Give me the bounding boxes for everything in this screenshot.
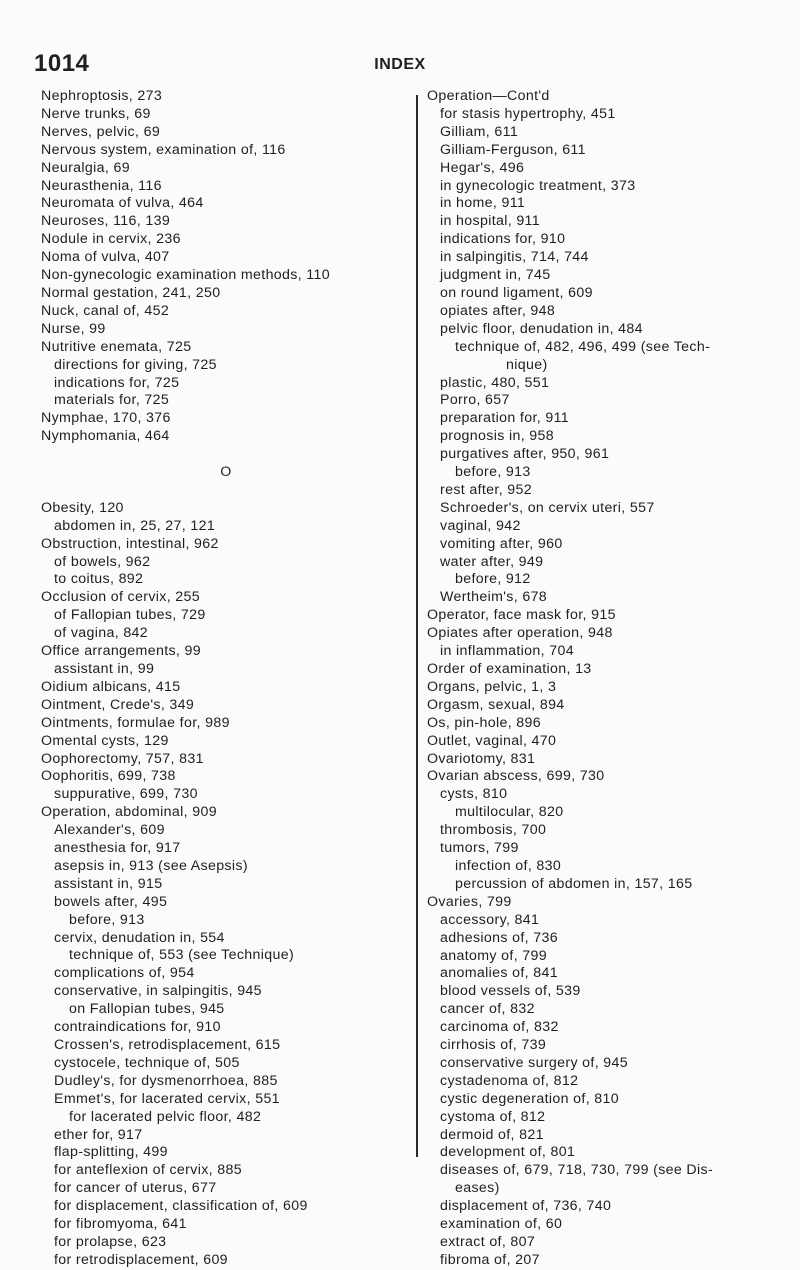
index-subentry: ether for, 917 [54, 1126, 143, 1143]
index-subentry: assistant in, 99 [54, 660, 155, 677]
index-subentry: cervix, denudation in, 554 [54, 929, 225, 946]
index-subentry: before, 913 [455, 464, 531, 481]
index-subentry: pelvic floor, denudation in, 484 [440, 320, 643, 337]
index-subentry: displacement of, 736, 740 [440, 1198, 612, 1215]
index-subentry: fibroma of, 207 [440, 1251, 540, 1268]
index-subentry: carcinoma of, 832 [440, 1019, 559, 1036]
column-divider [416, 95, 418, 1157]
index-entry: Oophoritis, 699, 738 [41, 768, 176, 785]
index-subentry: cystadenoma of, 812 [440, 1072, 579, 1089]
index-subentry: cystic degeneration of, 810 [440, 1090, 620, 1107]
index-subentry: bowels after, 495 [54, 893, 168, 910]
index-subentry: directions for giving, 725 [54, 356, 217, 373]
index-subentry: indications for, 910 [440, 231, 566, 248]
index-entry: Obesity, 120 [41, 499, 124, 516]
index-subentry: nique) [506, 356, 548, 373]
index-column-left [41, 88, 411, 1270]
index-subentry: cirrhosis of, 739 [440, 1037, 547, 1054]
index-subentry: judgment in, 745 [440, 267, 551, 284]
index-subentry: for lacerated pelvic floor, 482 [69, 1108, 262, 1125]
index-subentry: for prolapse, 623 [54, 1233, 167, 1250]
index-subentry: anatomy of, 799 [440, 947, 547, 964]
index-entry: Oophorectomy, 757, 831 [41, 750, 204, 767]
index-subentry: Hegar's, 496 [440, 159, 525, 176]
index-subentry: Emmet's, for lacerated cervix, 551 [54, 1090, 280, 1107]
index-subentry: flap-splitting, 499 [54, 1144, 168, 1161]
index-entry: Nutritive enemata, 725 [41, 338, 192, 355]
index-subentry: in home, 911 [440, 195, 526, 212]
index-subentry: conservative, in salpingitis, 945 [54, 983, 262, 1000]
index-subentry: of Fallopian tubes, 729 [54, 607, 206, 624]
index-subentry: vomiting after, 960 [440, 535, 563, 552]
index-subentry: Alexander's, 609 [54, 822, 165, 839]
index-entry: Os, pin-hole, 896 [427, 714, 541, 731]
index-subentry: for retrodisplacement, 609 [54, 1251, 228, 1268]
index-subentry: for cancer of uterus, 677 [54, 1180, 217, 1197]
index-subentry: conservative surgery of, 945 [440, 1054, 629, 1071]
index-subentry: Crossen's, retrodisplacement, 615 [54, 1037, 281, 1053]
index-subentry: for stasis hypertrophy, 451 [440, 105, 616, 122]
index-subentry: dermoid of, 821 [440, 1126, 544, 1143]
index-subentry: percussion of abdomen in, 157, 165 [455, 875, 693, 892]
spacer [41, 446, 411, 464]
index-subentry: Wertheim's, 678 [440, 589, 548, 606]
index-entry: Outlet, vaginal, 470 [427, 732, 557, 749]
index-subentry: before, 912 [455, 571, 531, 588]
index-subentry: blood vessels of, 539 [440, 983, 581, 1000]
index-subentry: vaginal, 942 [440, 517, 521, 534]
index-subentry: technique of, 553 (see Technique) [69, 947, 295, 964]
index-subentry: cystocele, technique of, 505 [54, 1054, 240, 1071]
index-subentry: rest after, 952 [440, 481, 533, 498]
index-subentry: plastic, 480, 551 [440, 374, 550, 391]
index-subentry: thrombosis, 700 [440, 822, 547, 839]
index-subentry: cysts, 810 [440, 786, 508, 803]
index-subentry: prognosis in, 958 [440, 428, 555, 445]
index-subentry: in hospital, 911 [440, 213, 540, 230]
index-subentry: development of, 801 [440, 1144, 576, 1161]
index-entry: Nerve trunks, 69 [41, 105, 151, 122]
index-subentry: on Fallopian tubes, 945 [69, 1001, 225, 1018]
index-subentry: accessory, 841 [440, 911, 540, 928]
index-subentry: of bowels, 962 [54, 553, 151, 570]
index-subentry: water after, 949 [440, 553, 544, 570]
index-entry: Nymphae, 170, 376 [41, 410, 171, 427]
index-entry: Nervous system, examination of, 116 [41, 141, 286, 158]
index-subentry: suppurative, 699, 730 [54, 786, 198, 803]
index-subentry: of vagina, 842 [54, 625, 149, 642]
index-subentry: preparation for, 911 [440, 410, 569, 427]
index-entry: Office arrangements, 99 [41, 643, 201, 660]
index-entry: Orgasm, sexual, 894 [427, 696, 565, 713]
index-entry: Neurasthenia, 116 [41, 177, 162, 194]
index-subentry: for anteflexion of cervix, 885 [54, 1162, 242, 1179]
index-entry: Nephroptosis, 273 [41, 88, 163, 104]
index-subentry: for displacement, classification of, 609 [54, 1198, 308, 1215]
index-entry: Ointment, Crede's, 349 [41, 696, 195, 713]
index-entry: Opiates after operation, 948 [427, 625, 613, 642]
index-subentry: materials for, 725 [54, 392, 170, 409]
spacer [41, 482, 411, 500]
index-subentry: anomalies of, 841 [440, 965, 558, 982]
index-subentry: cystoma of, 812 [440, 1108, 546, 1125]
index-entry: Neuromata of vulva, 464 [41, 195, 204, 212]
index-subentry: Porro, 657 [440, 392, 510, 409]
index-subentry: in salpingitis, 714, 744 [440, 249, 589, 266]
index-subentry: diseases of, 679, 718, 730, 799 (see Dis- [440, 1162, 714, 1179]
index-subentry: tumors, 799 [440, 840, 519, 857]
index-subentry: in gynecologic treatment, 373 [440, 177, 636, 194]
index-entry: Ovariotomy, 831 [427, 750, 536, 767]
section-letter: O [220, 464, 232, 481]
index-subentry: complications of, 954 [54, 965, 195, 982]
index-subentry: asepsis in, 913 (see Asepsis) [54, 857, 248, 874]
index-entry: Ointments, formulae for, 989 [41, 714, 230, 731]
index-entry: Omental cysts, 129 [41, 732, 169, 749]
index-entry: Nurse, 99 [41, 320, 106, 337]
index-subentry: extract of, 807 [440, 1234, 536, 1250]
index-subentry: examination of, 60 [440, 1216, 563, 1233]
index-entry: Order of examination, 13 [427, 661, 592, 677]
index-subentry: Dudley's, for dysmenorrhoea, 885 [54, 1072, 278, 1089]
index-entry: Occlusion of cervix, 255 [41, 589, 201, 606]
index-subentry: anesthesia for, 917 [54, 840, 181, 857]
index-entry: Neuroses, 116, 139 [41, 213, 171, 230]
index-entry: Ovaries, 799 [427, 893, 512, 910]
index-subentry: in inflammation, 704 [440, 643, 574, 660]
index-entry: Nuck, canal of, 452 [41, 302, 170, 319]
index-subentry: indications for, 725 [54, 374, 180, 391]
index-subentry: before, 913 [69, 911, 145, 928]
index-subentry: cancer of, 832 [440, 1001, 535, 1018]
index-entry: Organs, pelvic, 1, 3 [427, 678, 557, 695]
index-subentry: adhesions of, 736 [440, 929, 558, 946]
index-subentry: purgatives after, 950, 961 [440, 446, 610, 463]
index-subentry: opiates after, 948 [440, 302, 556, 319]
index-subentry: abdomen in, 25, 27, 121 [54, 517, 216, 534]
index-subentry: for fibromyoma, 641 [54, 1216, 187, 1233]
index-subentry: multilocular, 820 [455, 804, 564, 821]
running-head: INDEX [374, 56, 426, 73]
index-entry: Normal gestation, 241, 250 [41, 284, 221, 301]
index-entry: Obstruction, intestinal, 962 [41, 535, 219, 552]
index-subentry: Schroeder's, on cervix uteri, 557 [440, 499, 655, 516]
index-entry: Neuralgia, 69 [41, 159, 130, 176]
page-number: 1014 [34, 50, 90, 77]
index-subentry: to coitus, 892 [54, 571, 144, 588]
index-subentry: technique of, 482, 496, 499 (see Tech- [455, 338, 711, 355]
index-subentry: assistant in, 915 [54, 875, 163, 892]
index-subentry: infection of, 830 [455, 857, 562, 874]
index-entry: Operation—Cont'd [427, 88, 550, 104]
index-subentry: contraindications for, 910 [54, 1019, 221, 1036]
index-entry: Ovarian abscess, 699, 730 [427, 768, 605, 785]
index-subentry: Gilliam, 611 [440, 123, 519, 140]
index-subentry: Gilliam-Ferguson, 611 [440, 141, 586, 158]
index-entry: Non-gynecologic examination methods, 110 [41, 267, 330, 284]
index-column-right [427, 88, 793, 1270]
index-entry: Operator, face mask for, 915 [427, 607, 616, 624]
index-entry: Nymphomania, 464 [41, 428, 170, 445]
index-entry: Operation, abdominal, 909 [41, 804, 217, 821]
index-entry: Nerves, pelvic, 69 [41, 123, 161, 140]
index-subentry: on round ligament, 609 [440, 284, 593, 301]
index-entry: Noma of vulva, 407 [41, 249, 170, 266]
index-entry: Nodule in cervix, 236 [41, 231, 181, 248]
index-subentry: eases) [455, 1180, 500, 1197]
index-entry: Oidium albicans, 415 [41, 678, 181, 695]
